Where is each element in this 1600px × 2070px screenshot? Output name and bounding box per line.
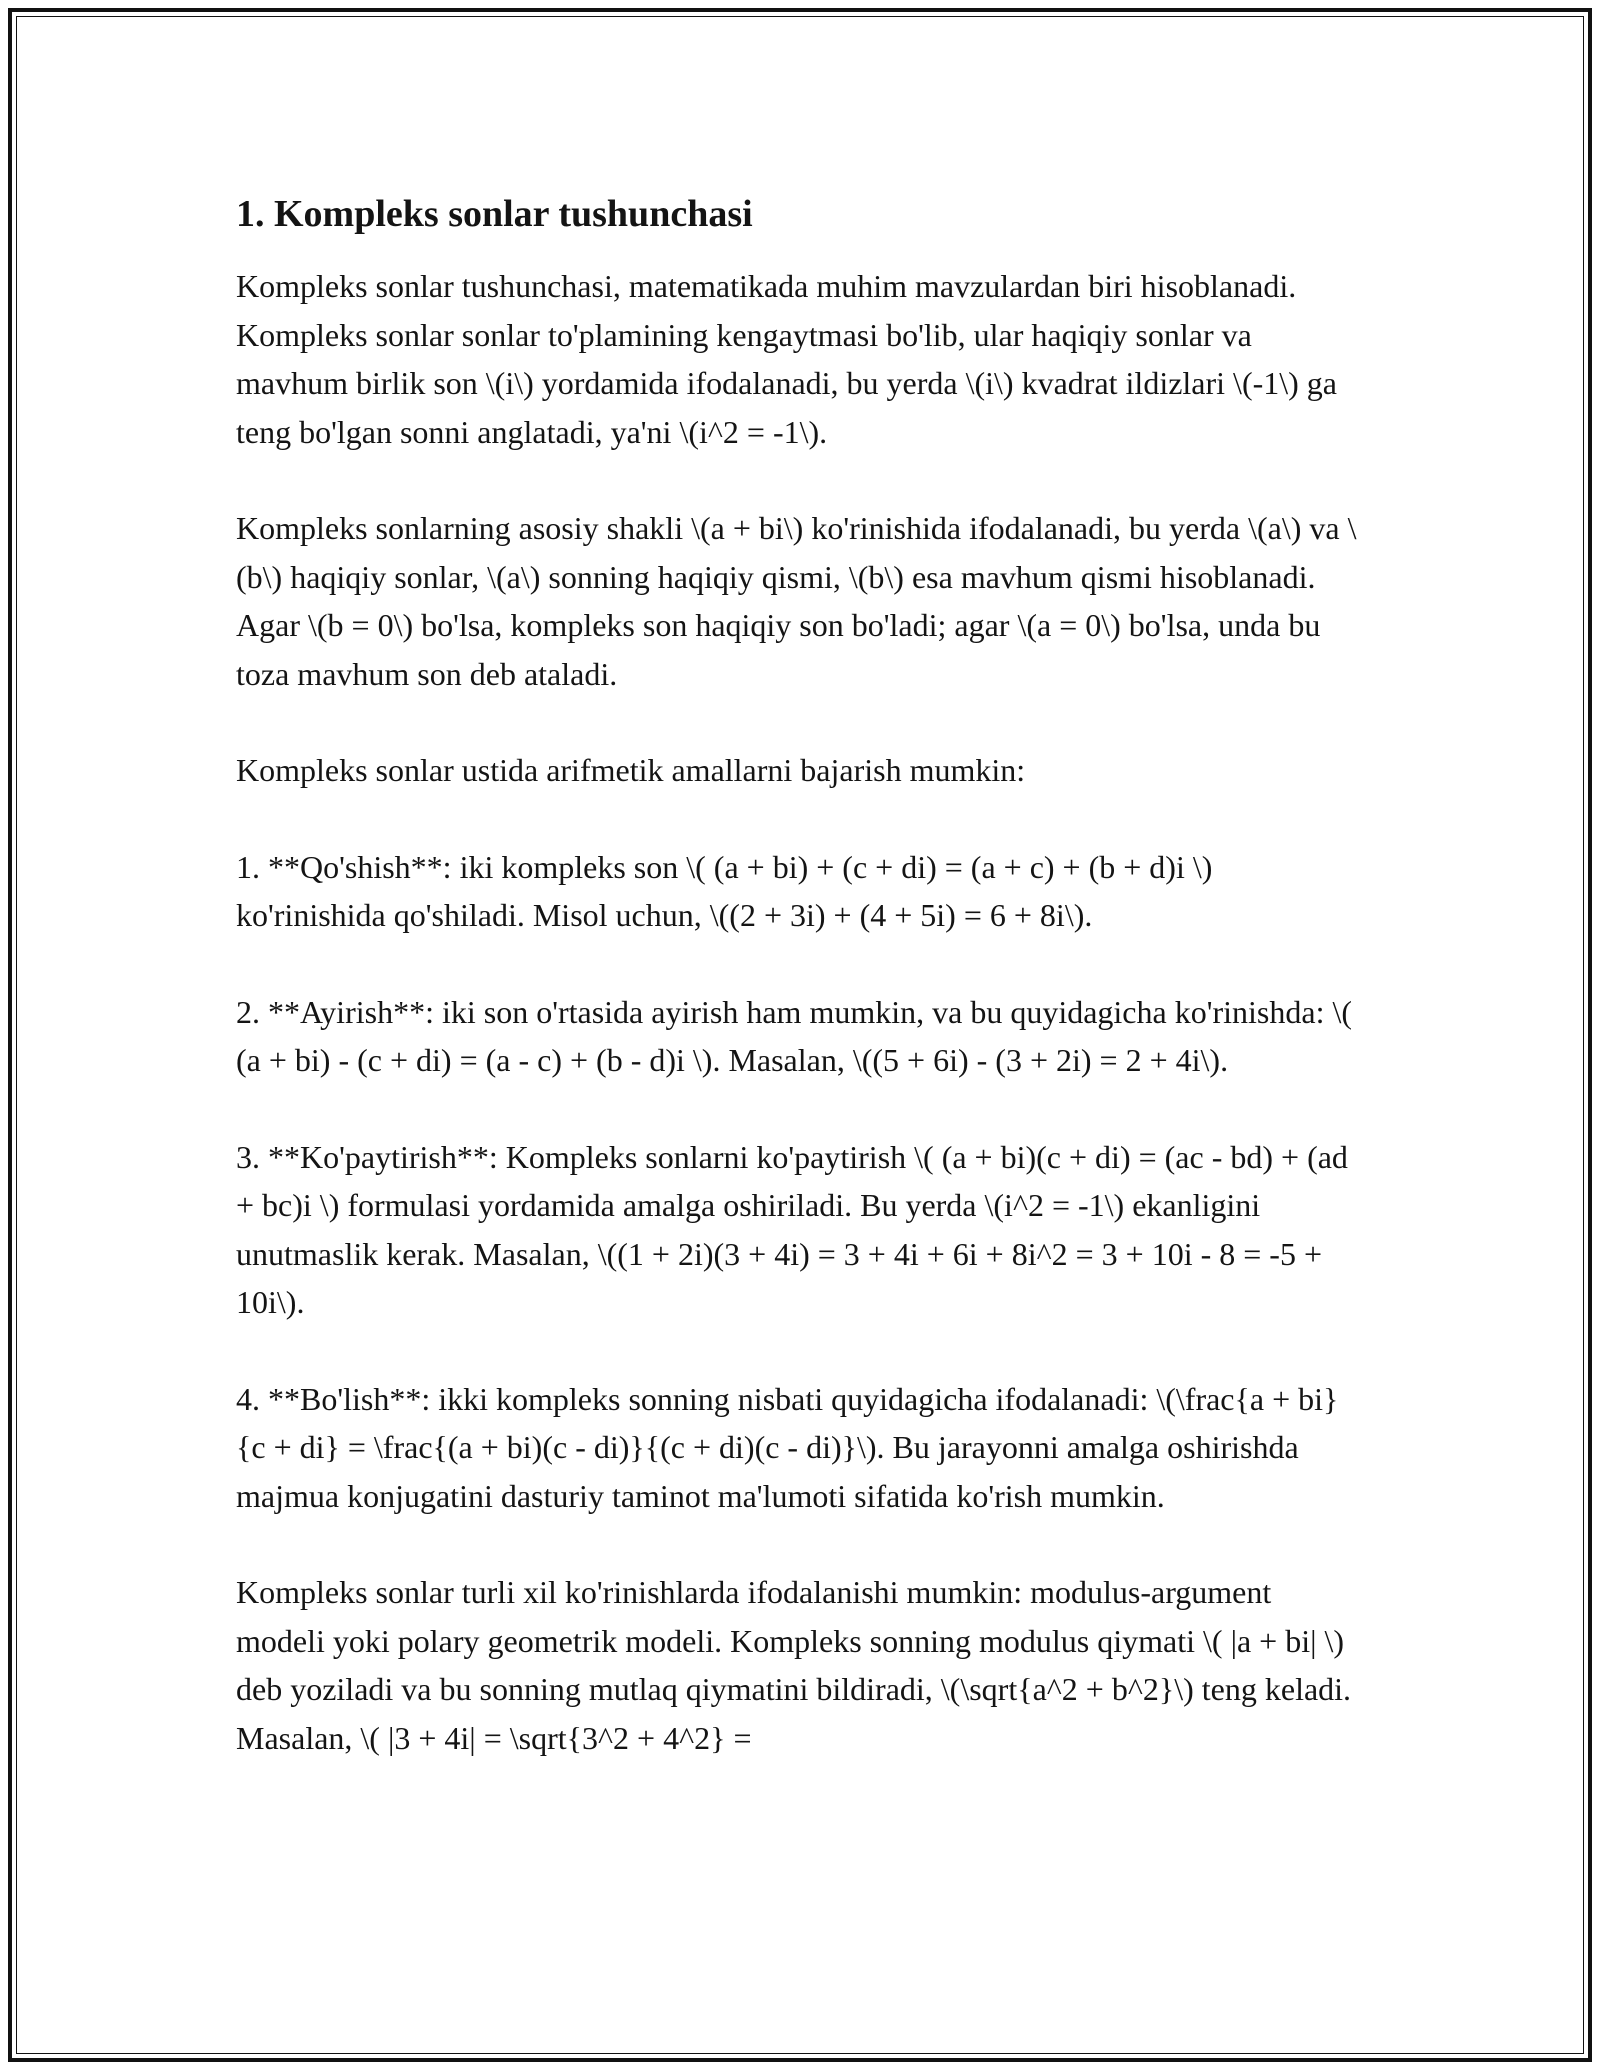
paragraph-modulus: Kompleks sonlar turli xil ko'rinishlarda ifodalanishi mumkin: modulus-argument modeli yoki polary geometrik modeli. Kompleks sonning modulus qiymati \( |a + bi| \) deb yoziladi va bu sonning mutlaq qiymatini bildiradi, \(\sqrt{a^2 + b^2}\) teng keladi. Masalan, \( |3 + 4i| = \sqrt{3^2 + 4^2} =	[236, 1574, 1352, 1756]
section-heading: 1. Kompleks sonlar tushunchasi	[236, 193, 753, 235]
paragraph-addition: 1. **Qo'shish**: iki kompleks son \( (a + bi) + (c + di) = (a + c) + (b + d)i \) ko'rinishida qo'shiladi. Misol uchun, \((2 + 3i) + (4 + 5i) = 6 + 8i\).	[236, 848, 1213, 933]
paragraph-division: 4. **Bo'lish**: ikki kompleks sonning nisbati quyidagicha ifodalanadi: \(\frac{a + bi}{c + di} = \frac{(a + bi)(c - di)}{(c + di)(c - di)}\). Bu jarayonni amalga oshirishda majmua konjugatini dasturiy taminot ma'lumoti sifatida ko'rish mumkin.	[236, 1380, 1339, 1514]
paragraph-multiplication: 3. **Ko'paytirish**: Kompleks sonlarni ko'paytirish \( (a + bi)(c + di) = (ac - bd) + (ad + bc)i \) formulasi yordamida amalga oshiriladi. Bu yerda \(i^2 = -1\) ekanligini unutmaslik kerak. Masalan, \((1 + 2i)(3 + 4i) = 3 + 4i + 6i + 8i^2 = 3 + 10i - 8 = -5 + 10i\).	[236, 1138, 1348, 1320]
document-body	[236, 184, 1364, 1810]
paragraph-subtraction: 2. **Ayirish**: iki son o'rtasida ayirish ham mumkin, va bu quyidagicha ko'rinishda: \( (a + bi) - (c + di) = (a - c) + (b - d)i \). Masalan, \((5 + 6i) - (3 + 2i) = 2 + 4i\).	[236, 993, 1352, 1078]
paragraph-basic-form: Kompleks sonlarning asosiy shakli \(a + bi\) ko'rinishida ifodalanadi, bu yerda \(a\) va \(b\) haqiqiy sonlar, \(a\) sonning haqiqiy qismi, \(b\) esa mavhum qismi hisoblanadi. Agar \(b = 0\) bo'lsa, kompleks son haqiqiy son bo'ladi; agar \(a = 0\) bo'lsa, unda bu toza mavhum son deb ataladi.	[236, 510, 1357, 692]
paragraph-intro: Kompleks sonlar tushunchasi, matematikada muhim mavzulardan biri hisoblanadi. Kompleks sonlar sonlar to'plamining kengaytmasi bo'lib, ular haqiqiy sonlar va mavhum birlik son \(i\) yordamida ifodalanadi, bu yerda \(i\) kvadrat ildizlari \(-1\) ga teng bo'lgan sonni anglatadi, ya'ni \(i^2 = -1\).	[236, 268, 1337, 450]
paragraph-operations-intro: Kompleks sonlar ustida arifmetik amallarni bajarish mumkin:	[236, 752, 1026, 788]
